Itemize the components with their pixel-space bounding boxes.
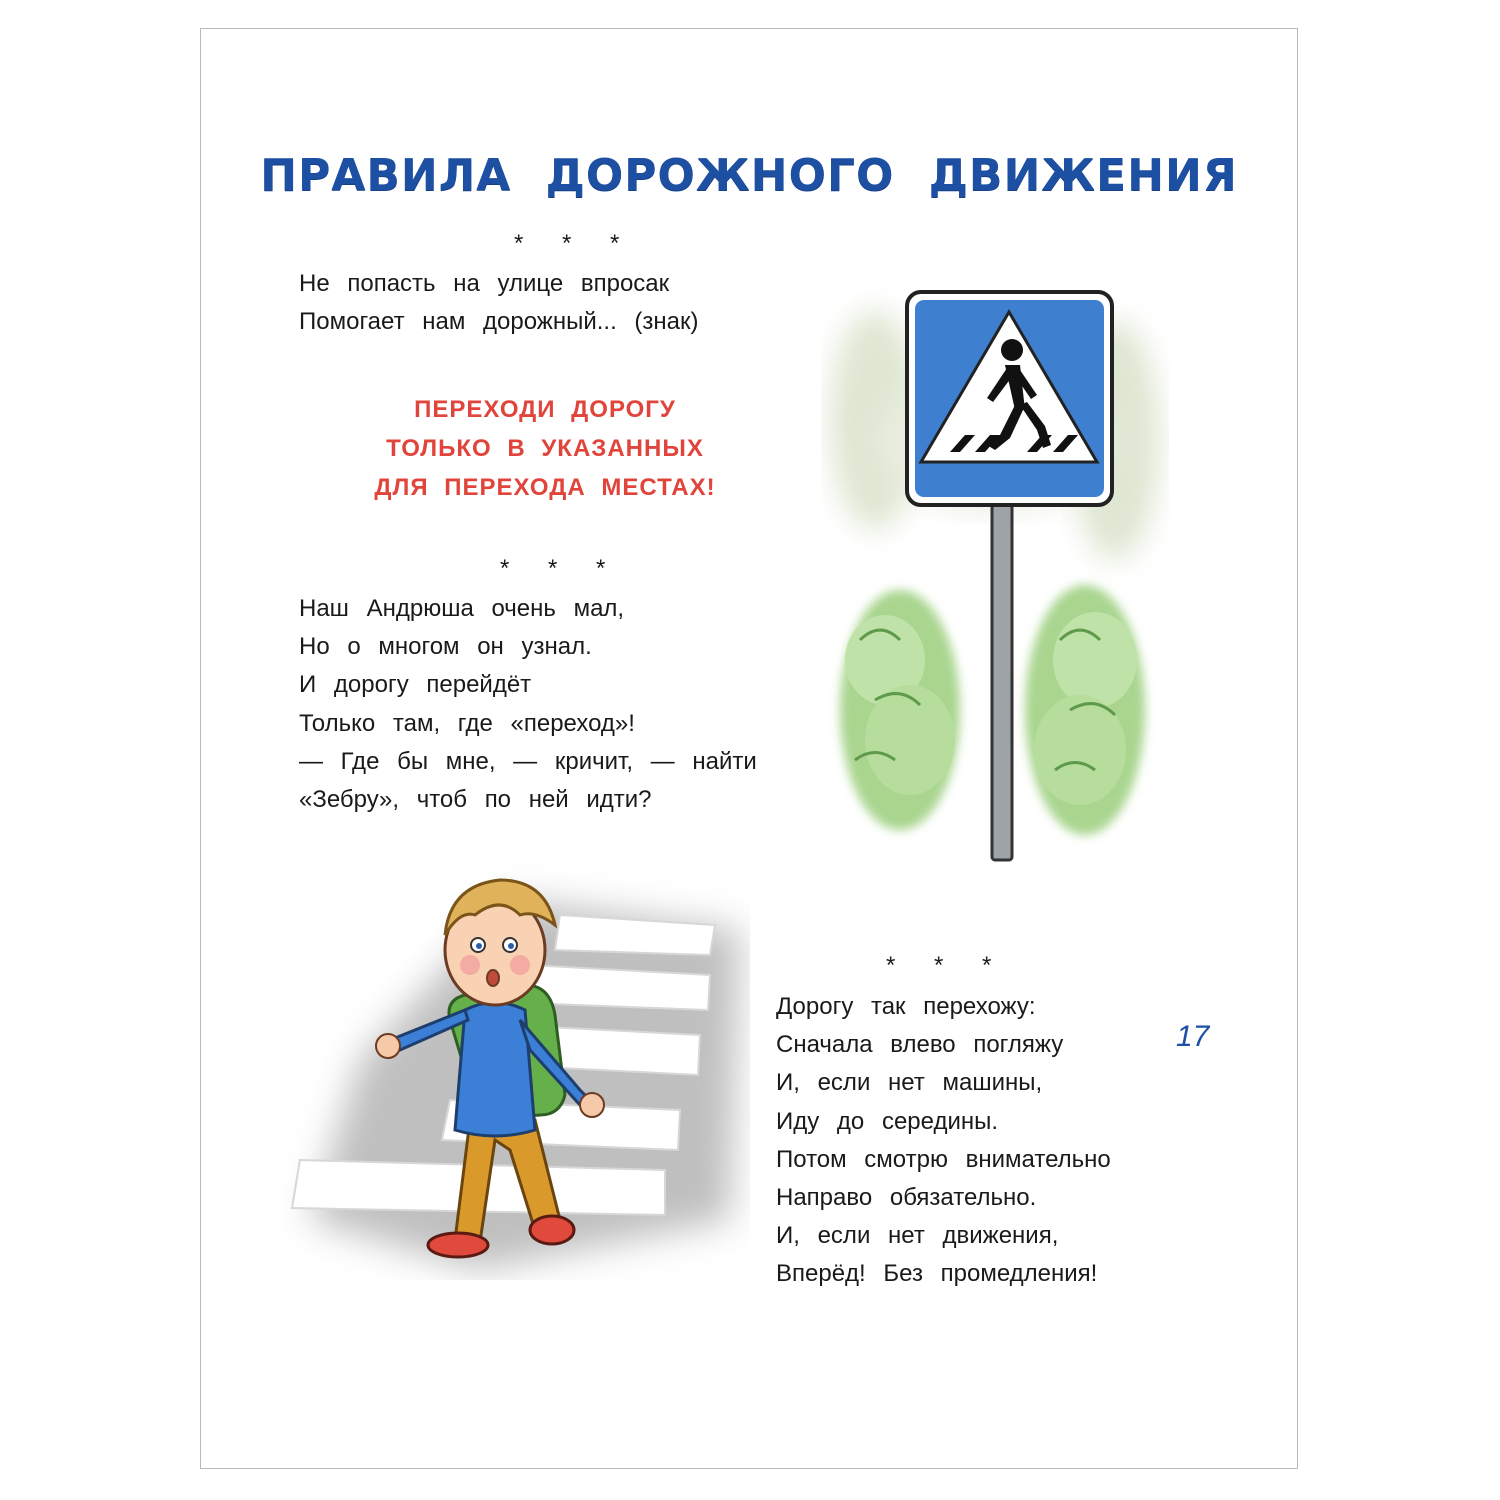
bush-icon xyxy=(840,590,960,830)
andryusha-poem xyxy=(299,590,757,819)
safety-rule xyxy=(300,390,790,507)
poem-line: Вперёд! Без промедления! xyxy=(776,1260,1098,1288)
poem-line: И, если нет машины, xyxy=(776,1069,1043,1097)
stanza-separator: * * * xyxy=(886,952,1008,979)
pedestrian-crossing-sign-icon xyxy=(815,240,1170,870)
hand xyxy=(376,1034,400,1058)
poem-line: «Зебру», чтоб по ней идти? xyxy=(299,785,652,813)
boy-crossing-zebra-icon xyxy=(280,860,750,1280)
poem-line: Только там, где «переход»! xyxy=(299,709,635,737)
poem-line: Иду до середины. xyxy=(776,1107,999,1135)
stanza-separator: * * * xyxy=(500,555,622,582)
shoe-icon xyxy=(428,1233,488,1257)
poem-line: Потом смотрю внимательно xyxy=(776,1145,1111,1173)
poem-line: Направо обязательно. xyxy=(776,1183,1037,1211)
rule-line: ДЛЯ ПЕРЕХОДА МЕСТАХ! xyxy=(374,474,716,501)
poem-line: Сначала влево погляжу xyxy=(776,1031,1064,1059)
poem-line: Но о многом он узнал. xyxy=(299,633,592,661)
rule-line: ТОЛЬКО В УКАЗАННЫХ xyxy=(386,435,704,462)
page-title: ПРАВИЛА ДОРОЖНОГО ДВИЖЕНИЯ xyxy=(260,150,1238,201)
hand xyxy=(580,1093,604,1117)
poem-line: Наш Андрюша очень мал, xyxy=(299,595,625,622)
shoe-icon xyxy=(530,1216,574,1244)
page-number: 17 xyxy=(1176,1020,1210,1053)
stanza-separator: * * * xyxy=(514,230,636,257)
poem-line: Дорогу так перехожу: xyxy=(776,993,1036,1020)
rule-line: ПЕРЕХОДИ ДОРОГУ xyxy=(414,396,676,423)
crossing-poem xyxy=(776,988,1111,1294)
poem-line: Не попасть на улице впросак xyxy=(299,270,670,297)
poem-line: И, если нет движения, xyxy=(776,1222,1059,1250)
riddle-poem xyxy=(299,265,699,341)
poem-line: И дорогу перейдёт xyxy=(299,671,532,699)
bush-icon xyxy=(1025,585,1145,835)
sign-pole xyxy=(992,505,1012,860)
poem-line: — Где бы мне, — кричит, — найти xyxy=(299,747,757,775)
poem-line: Помогает нам дорожный... (знак) xyxy=(299,308,699,336)
